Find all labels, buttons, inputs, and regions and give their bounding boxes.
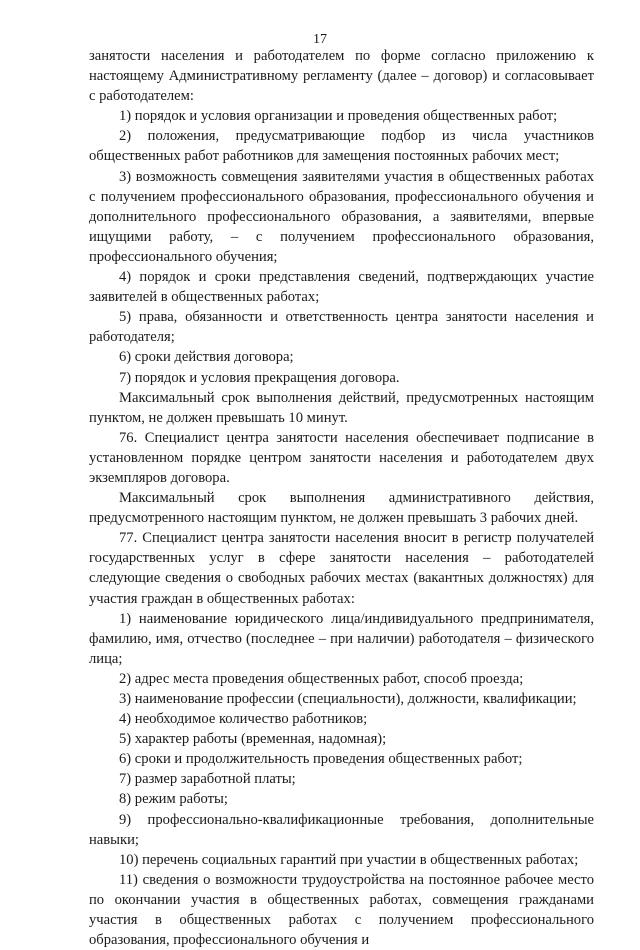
max-time-paragraph: Максимальный срок выполнения административного действия, предусмотренного настоящим пунктом, не должен превышать 3 рабочих дней. <box>89 490 594 527</box>
max-time-paragraph: Максимальный срок выполнения действий, предусмотренных настоящим пунктом, не должен превышать 10 минут. <box>89 389 594 426</box>
list-item-5: 5) характер работы (временная, надомная); <box>119 731 387 748</box>
list-item-8: 8) режим работы; <box>119 791 228 808</box>
clause-77: 77. Специалист центра занятости населения вносит в регистр получателей государственных услуг в сфере занятости населения – работодателей следующие сведения о свободных рабочих местах (вакантных должностях) для участия граждан в общественных работах: <box>89 530 594 607</box>
list-item-1: 1) порядок и условия организации и проведения общественных работ; <box>119 108 558 125</box>
list-item-11: 11) сведения о возможности трудоустройства на постоянное рабочее место по окончании участия в общественных работах, совмещения гражданами участия в общественных работах с получением профессионального образования, профессионального обучения и <box>89 871 594 949</box>
list-item-6: 6) сроки действия договора; <box>119 349 294 366</box>
list-item-7: 7) размер заработной платы; <box>119 771 296 788</box>
list-item-7: 7) порядок и условия прекращения договора. <box>119 369 400 386</box>
list-item-9: 9) профессионально-квалификационные требования, дополнительные навыки; <box>89 811 594 848</box>
list-item-3: 3) возможность совмещения заявителями участия в общественных работах с получением профессионального образования, профессионального обучения и дополнительного профессионального образования, а заявителями, впервые ищущими работу, – с получением профессионального образования, профессионального обучения; <box>89 168 594 265</box>
list-item-3: 3) наименование профессии (специальности), должности, квалификации; <box>119 691 577 707</box>
document-body <box>89 46 594 950</box>
list-item-2: 2) адрес места проведения общественных работ, способ проезда; <box>119 670 524 687</box>
list-item-4: 4) порядок и сроки представления сведений, подтверждающих участие заявителей в общественных работах; <box>89 269 594 306</box>
list-item-5: 5) права, обязанности и ответственность центра занятости населения и работодателя; <box>89 309 594 346</box>
page-number: 17 <box>313 32 327 47</box>
clause-76: 76. Специалист центра занятости населения обеспечивает подписание в установленном порядке центром занятости населения и работодателем двух экземпляров договора. <box>89 429 594 486</box>
list-item-6: 6) сроки и продолжительность проведения общественных работ; <box>119 751 523 768</box>
list-item-4: 4) необходимое количество работников; <box>119 711 368 728</box>
list-item-2: 2) положения, предусматривающие подбор из числа участников общественных работ работников для замещения постоянных рабочих мест; <box>89 128 594 165</box>
paragraph-continuation: занятости населения и работодателем по форме согласно приложению к настоящему Административному регламенту (далее – договор) и согласовывает с работодателем: <box>89 48 594 105</box>
list-item-10: 10) перечень социальных гарантий при участии в общественных работах; <box>119 851 579 868</box>
list-item-1: 1) наименование юридического лица/индивидуального предпринимателя, фамилию, имя, отчество (последнее – при наличии) работодателя – физического лица; <box>89 610 594 667</box>
